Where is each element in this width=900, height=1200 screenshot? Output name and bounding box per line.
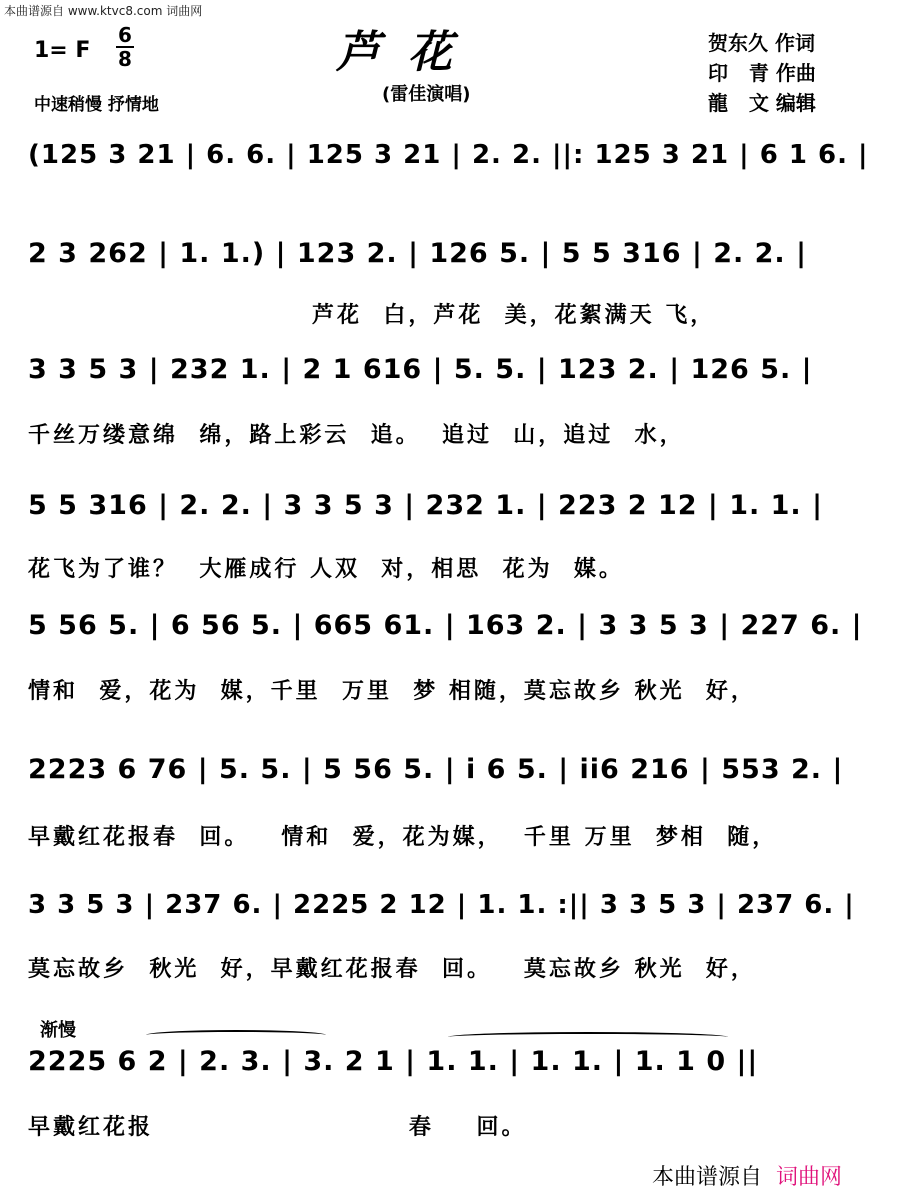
lyrics-line: 情和 爱，花为 媒，千里 万里 梦 相随，莫忘故乡 秋光 好， (28, 679, 756, 704)
singer-label: (雷佳演唱) (382, 84, 471, 105)
footer-site-link[interactable]: 词曲网 (776, 1165, 843, 1190)
time-signature (114, 24, 136, 70)
song-title: 芦花 (336, 27, 480, 78)
score-line-2 (28, 228, 870, 328)
score-line-7 (28, 880, 870, 982)
notation-line: 2225 6 2 | 2. 3. | 3. 2 1 | 1. 1. | 1. 1. | 1. 1 0 || (28, 1046, 759, 1077)
credit-composer: 印 青 作曲 (708, 61, 816, 85)
score-line-3 (28, 344, 870, 448)
notation-line: 2 3 262 | 1. 1.) | 123 2. | 126 5. | 5 5 316 | 2. 2. | (28, 238, 807, 269)
score-line-4 (28, 480, 870, 582)
lyrics-line: 早戴红花报 春 回。 (28, 1115, 527, 1140)
notation-line: 3 3 5 3 | 237 6. | 2225 2 12 | 1. 1. :|| 3 3 5 3 | 237 6. | (28, 890, 855, 920)
lyrics-line: 千丝万缕意绵 绵，路上彩云 追。 追过 山，追过 水， (28, 423, 685, 448)
score-line-8 (28, 1036, 870, 1140)
footer-source (652, 1160, 842, 1191)
lyrics-line: 花飞为了谁？ 大雁成行 人双 对，相思 花为 媒。 (28, 557, 624, 582)
notation-line: 2223 6 76 | 5. 5. | 5 56 5. | i 6 5. | ii6 216 | 553 2. | (28, 754, 844, 785)
ritardando-marking: 渐慢 (40, 1020, 76, 1041)
notation-line: 5 5 316 | 2. 2. | 3 3 5 3 | 232 1. | 223 2 12 | 1. 1. | (28, 490, 823, 521)
tie-arc (448, 1032, 728, 1042)
score-line-6 (28, 744, 870, 850)
credits-block (708, 28, 816, 118)
notation-line: 3 3 5 3 | 232 1. | 2 1 616 | 5. 5. | 123 2. | 126 5. | (28, 354, 813, 385)
score-line-1 (28, 130, 870, 194)
lyrics-line: 早戴红花报春 回。 情和 爱，花为媒， 千里 万里 梦相 随， (28, 825, 778, 850)
lyrics-line: 芦花 白，芦花 美，花絮满天 飞， (312, 303, 716, 328)
credit-editor: 龍 文 编辑 (708, 91, 816, 115)
time-signature-top: 6 (118, 23, 132, 47)
tempo-marking: 中速稍慢 抒情地 (34, 95, 159, 115)
lyrics-line: 莫忘故乡 秋光 好，早戴红花报春 回。 莫忘故乡 秋光 好， (28, 957, 756, 982)
footer-source-label: 本曲谱源自 (652, 1165, 763, 1190)
notation-line: 5 56 5. | 6 56 5. | 665 61. | 163 2. | 3 3 5 3 | 227 6. | (28, 610, 863, 641)
credit-lyricist: 贺东久 作词 (708, 31, 815, 55)
key-signature: 1= F (34, 38, 91, 63)
notation-line: (125 3 21 | 6. 6. | 125 3 21 | 2. 2. ||: 125 3 21 | 6 1 6. | (28, 140, 869, 170)
phrase-slur (146, 1030, 326, 1040)
score-line-5 (28, 600, 870, 704)
time-signature-bottom: 8 (118, 47, 132, 71)
watermark-text: 本曲谱源自 www.ktvc8.com 词曲网 (4, 4, 203, 18)
